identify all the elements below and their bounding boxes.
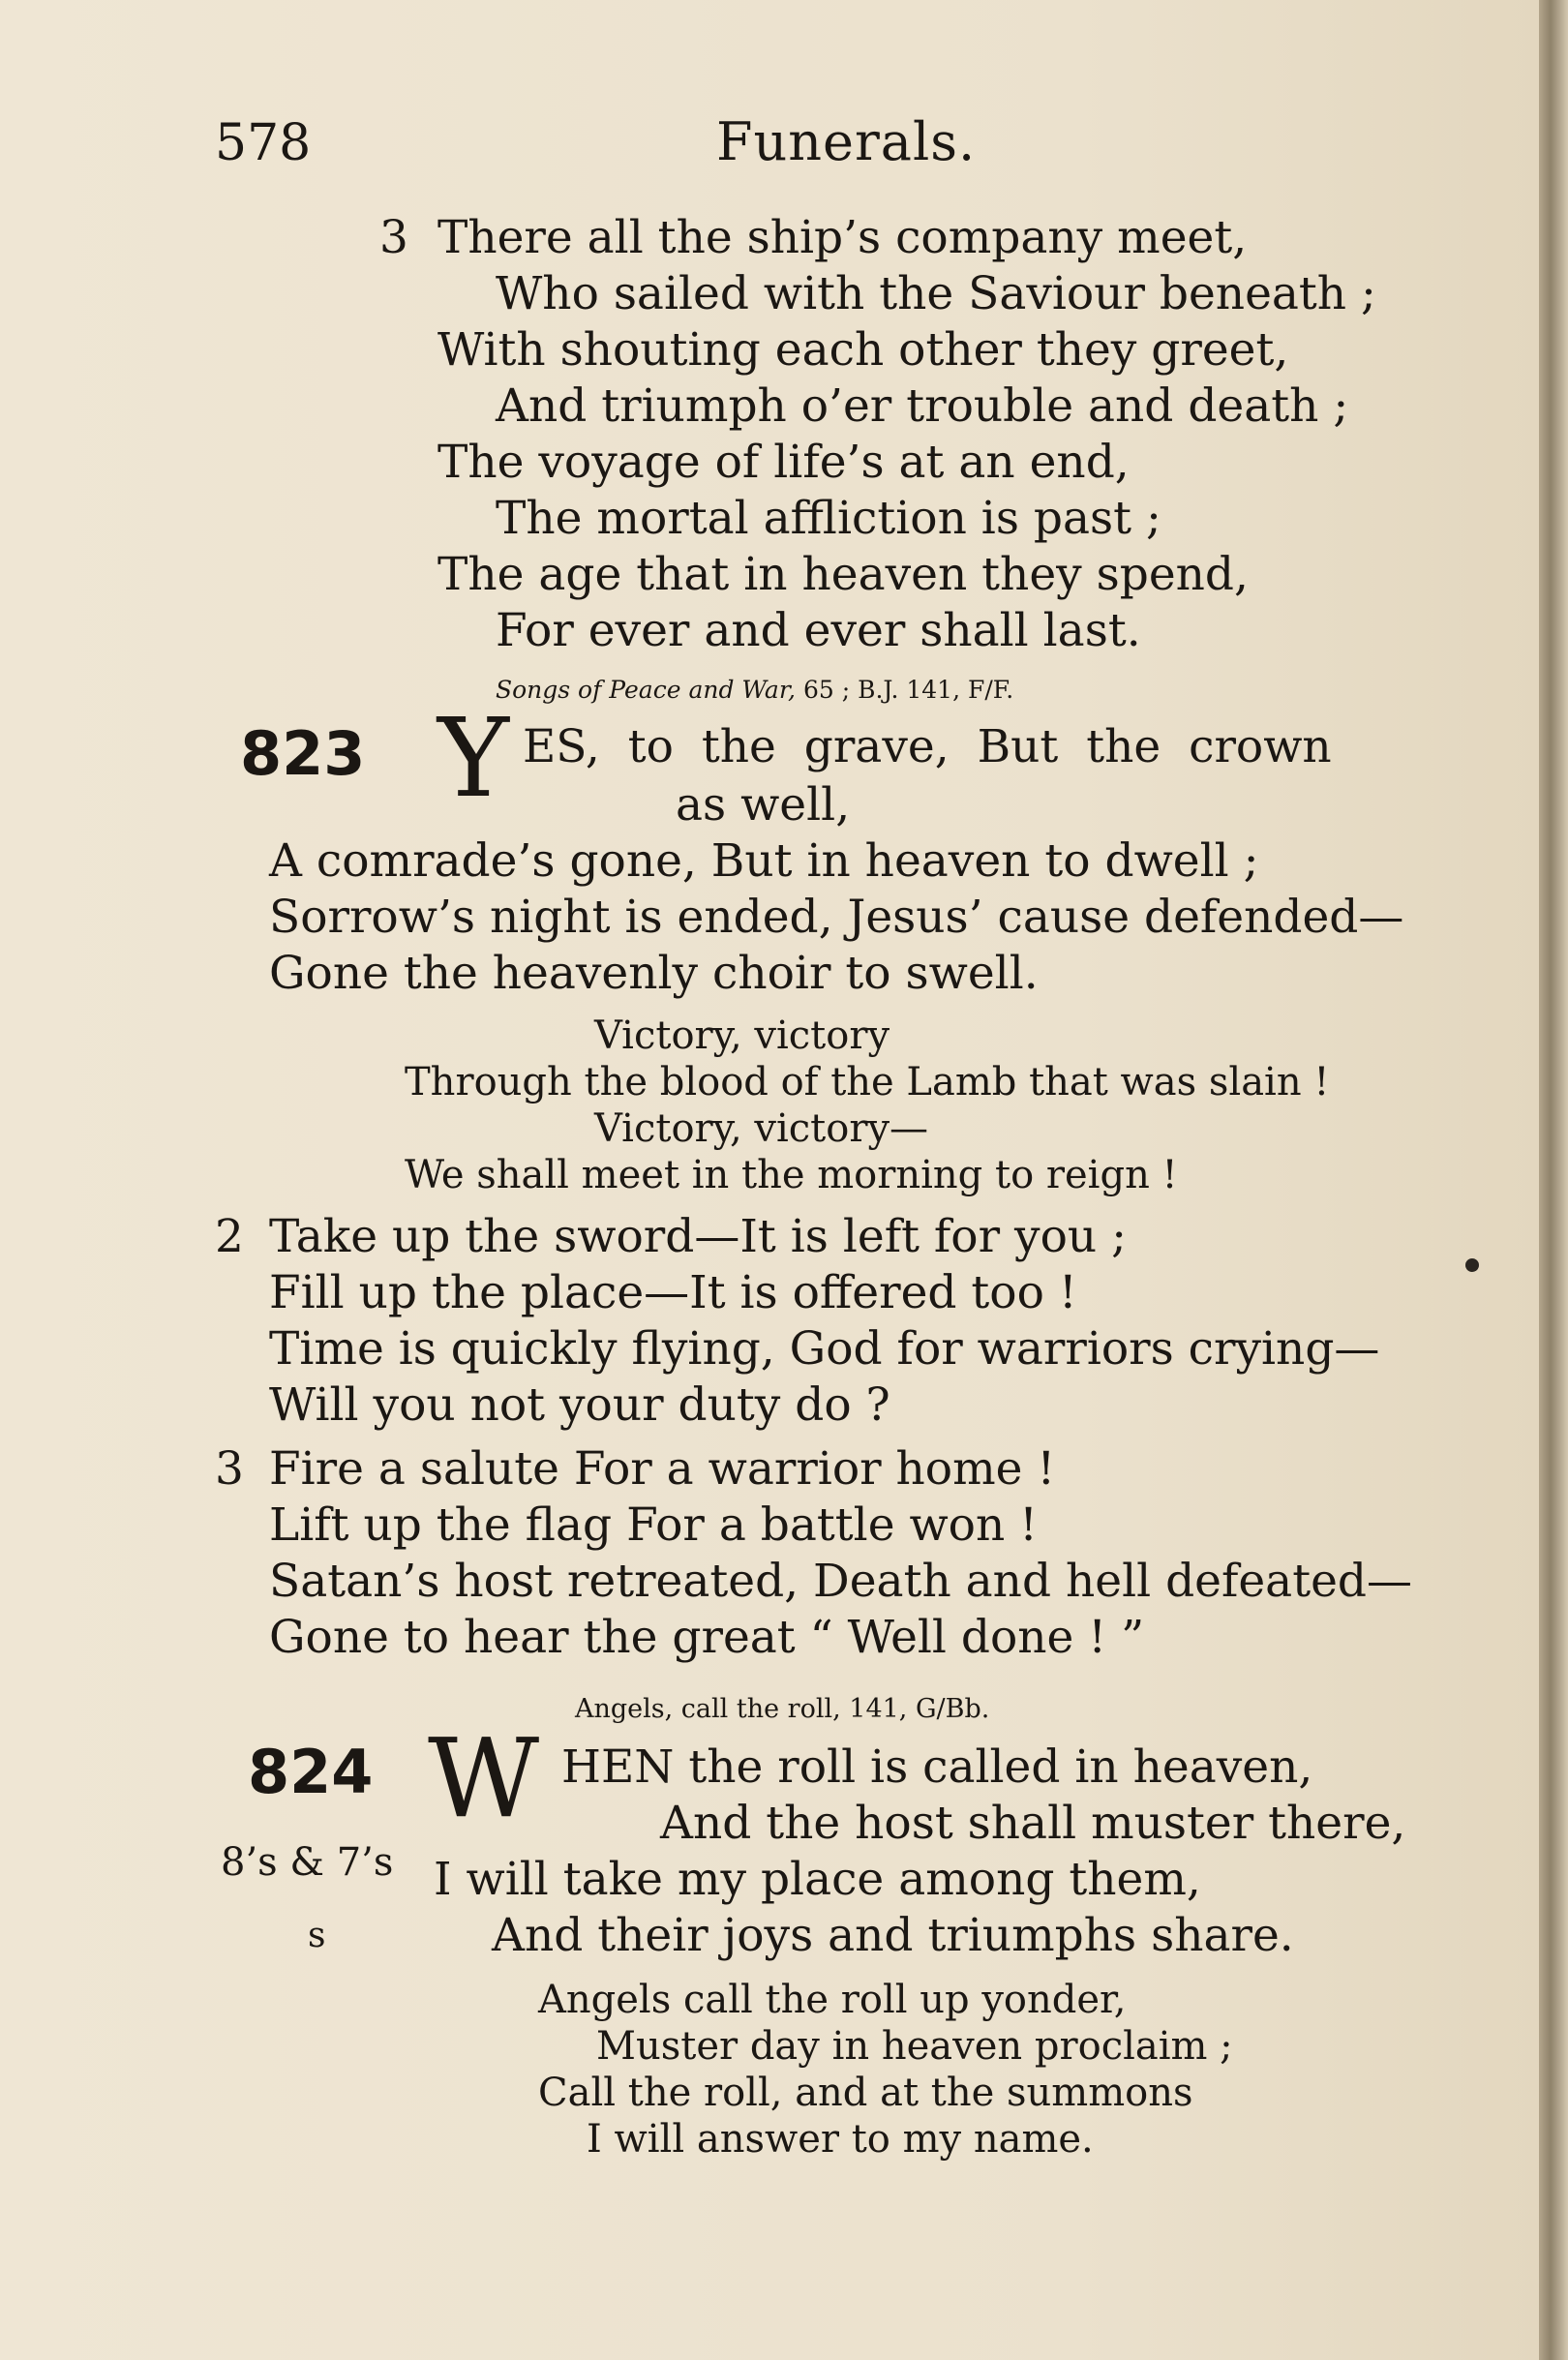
source-title: Songs of Peace and War, bbox=[496, 676, 796, 704]
book-gutter bbox=[1539, 0, 1568, 2360]
tune-source: Angels, call the roll, 141, G/Bb. bbox=[575, 1694, 990, 1724]
verse-line: For ever and ever shall last. bbox=[496, 604, 1141, 657]
verse-line: Fire a salute For a warrior home ! bbox=[269, 1442, 1056, 1496]
ink-spot bbox=[1465, 1258, 1479, 1272]
verse-line: The voyage of life’s at an end, bbox=[437, 436, 1130, 489]
source-reference: 65 ; B.J. 141, F/F. bbox=[802, 676, 1014, 704]
hymn-number: 823 bbox=[240, 718, 366, 789]
verse-line: Gone the heavenly choir to swell. bbox=[269, 947, 1039, 1000]
verse-line: Sorrow’s night is ended, Jesus’ cause defended— bbox=[269, 891, 1404, 944]
verse-line: And triumph o’er trouble and death ; bbox=[496, 379, 1349, 433]
verse-line: Take up the sword—It is left for you ; bbox=[269, 1210, 1127, 1263]
running-title: Funerals. bbox=[716, 111, 977, 172]
verse-line: The age that in heaven they spend, bbox=[437, 548, 1249, 601]
verse-line: Will you not your duty do ? bbox=[269, 1378, 890, 1432]
verse-line: Time is quickly flying, God for warriors crying— bbox=[269, 1322, 1380, 1376]
verse-line: Fill up the place—It is offered too ! bbox=[269, 1266, 1077, 1319]
meter-label: 8’s & 7’s bbox=[221, 1840, 394, 1885]
chorus-line: Muster day in heaven proclaim ; bbox=[596, 2024, 1233, 2069]
chorus-line: Call the roll, and at the summons bbox=[538, 2071, 1193, 2115]
verse-line: HEN the roll is called in heaven, bbox=[561, 1740, 1313, 1794]
verse-line: A comrade’s gone, But in heaven to dwell ; bbox=[269, 834, 1259, 888]
page-number: 578 bbox=[215, 114, 312, 172]
verse-line: And the host shall muster there, bbox=[660, 1797, 1406, 1850]
hymn-number: 824 bbox=[248, 1737, 374, 1807]
verse-line: With shouting each other they greet, bbox=[437, 323, 1289, 377]
verse-line: There all the ship’s company meet, bbox=[437, 211, 1248, 264]
chorus-line: Through the blood of the Lamb that was slain ! bbox=[405, 1060, 1330, 1104]
verse-line: Who sailed with the Saviour beneath ; bbox=[496, 267, 1376, 320]
chorus-line: We shall meet in the morning to reign ! bbox=[405, 1153, 1178, 1197]
verse-line: I will take my place among them, bbox=[434, 1853, 1201, 1906]
drop-cap: W bbox=[428, 1716, 540, 1842]
verse-line: The mortal affliction is past ; bbox=[496, 492, 1161, 545]
verse-line: Satan’s host retreated, Death and hell defeated— bbox=[269, 1555, 1412, 1608]
verse-number: 2 bbox=[215, 1210, 244, 1263]
chorus-line: I will answer to my name. bbox=[587, 2117, 1094, 2162]
chorus-line: Victory, victory bbox=[594, 1014, 890, 1058]
verse-number: 3 bbox=[215, 1442, 244, 1496]
verse-line: ES, to the grave, But the crown bbox=[523, 720, 1332, 773]
verse-line: as well, bbox=[676, 778, 851, 832]
chorus-line: Victory, victory— bbox=[594, 1106, 929, 1151]
tune-source bbox=[496, 678, 1013, 702]
verse-line: And their joys and triumphs share. bbox=[492, 1909, 1294, 1962]
chorus-line: Angels call the roll up yonder, bbox=[538, 1978, 1127, 2022]
margin-mark: s bbox=[308, 1916, 326, 1955]
drop-cap: Y bbox=[437, 696, 509, 822]
verse-line: Gone to hear the great “ Well done ! ” bbox=[269, 1611, 1145, 1664]
verse-line: Lift up the flag For a battle won ! bbox=[269, 1498, 1039, 1552]
verse-number: 3 bbox=[379, 211, 408, 264]
